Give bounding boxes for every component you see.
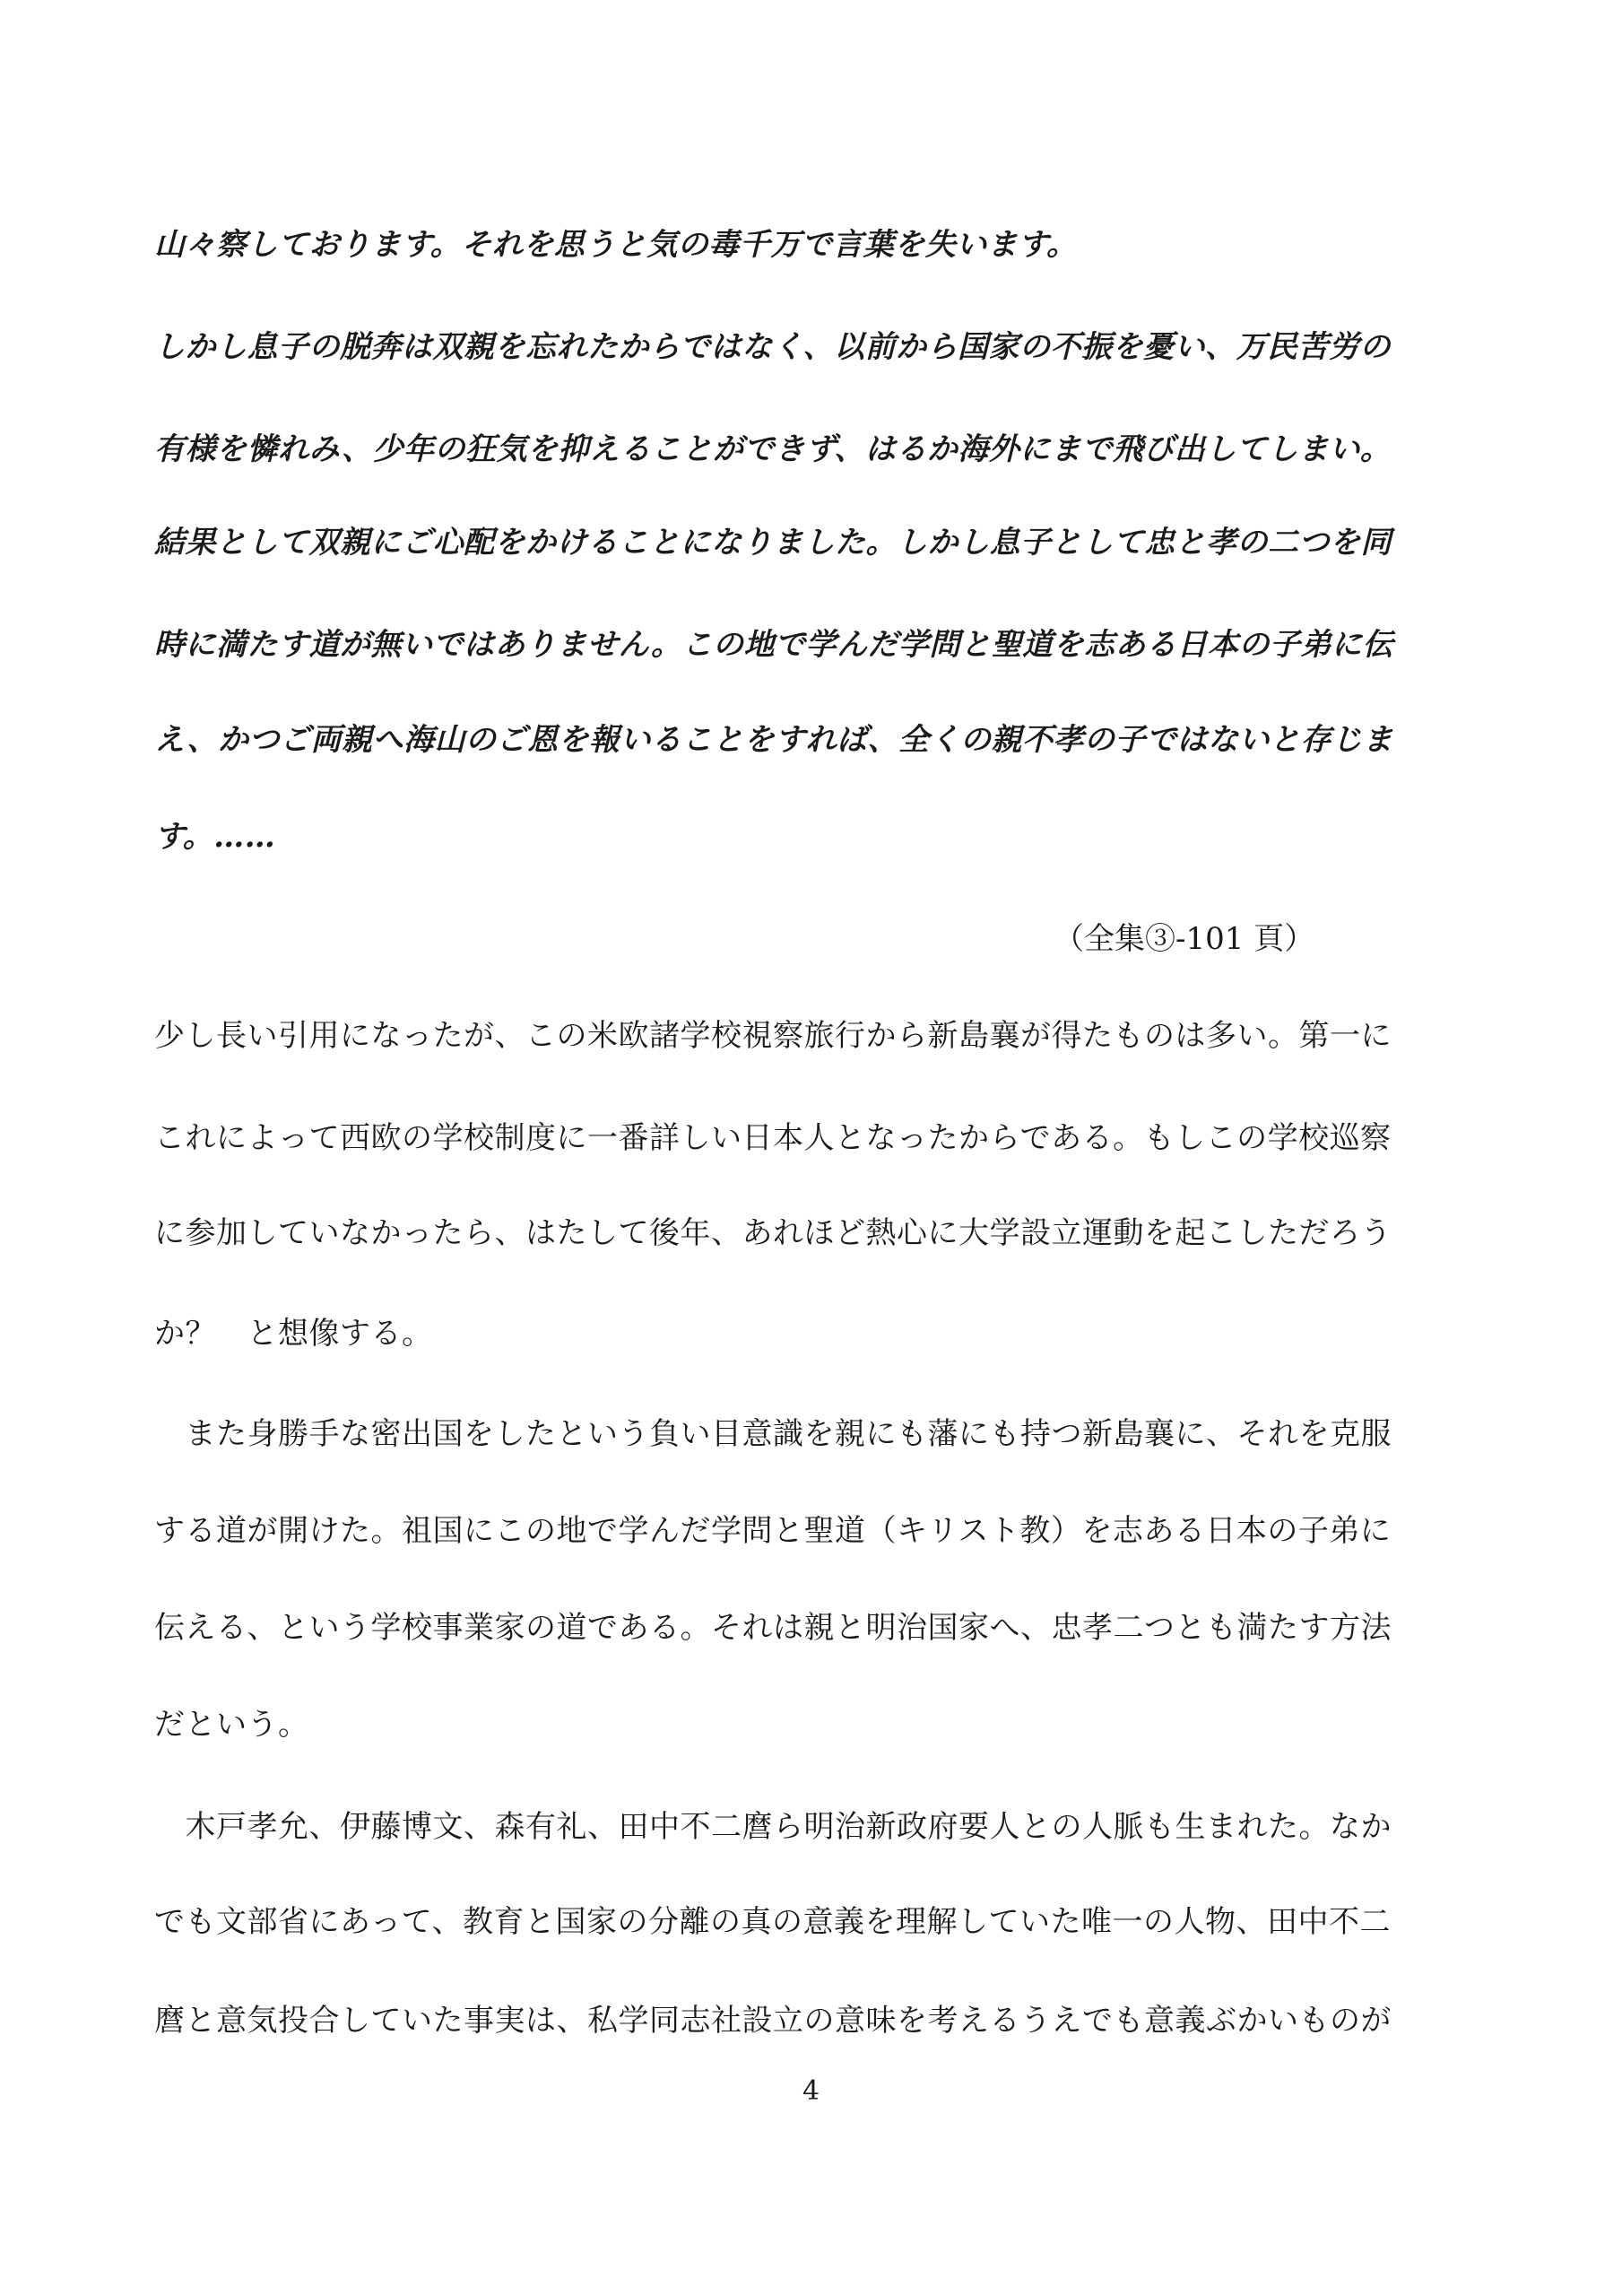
body-line: か？ と想像する。 [154,1316,433,1352]
page-number: 4 [802,2075,820,2107]
body-line: に参加していなかったら、はたして後年、あれほど熱心に大学設立運動を起こしただろう [154,1215,1392,1251]
body-line: でも文部省にあって、教育と国家の分離の真の意義を理解していた唯一の人物、田中不二 [154,1904,1391,1940]
body-line: 少し長い引用になったが、この米欧諸学校視察旅行から新島襄が得たものは多い。第一に [154,1018,1392,1054]
body-line: また身勝手な密出国をしたという負い目意識を親にも藩にも持つ新島襄に、それを克服 [154,1416,1392,1452]
quote-line: しかし息子の脱奔は双親を忘れたからではなく、以前から国家の不振を憂い、万民苦労の [154,329,1391,365]
quote-line: 有様を憐れみ、少年の狂気を抑えることができず、はるか海外にまで飛び出してしまい。 [154,431,1392,467]
body-line: 伝える、という学校事業家の道である。それは親と明治国家へ、忠孝二つとも満たす方法 [154,1610,1392,1646]
quote-line: 時に満たす道が無いではありません。この地で学んだ学問と聖道を志ある日本の子弟に伝 [154,627,1394,663]
quote-line: え、かつご両親へ海山のご恩を報いることをすれば、全くの親不孝の子ではないと存じま [154,722,1394,758]
body-line: する道が開けた。祖国にこの地で学んだ学問と聖道（キリスト教）を志ある日本の子弟に [154,1513,1392,1549]
body-line: 木戸孝允、伊藤博文、森有礼、田中不二麿ら明治新政府要人との人脈も生まれた。なか [154,1809,1392,1845]
body-line: これによって西欧の学校制度に一番詳しい日本人となったからである。もしこの学校巡察 [154,1120,1392,1156]
body-line: 麿と意気投合していた事実は、私学同志社設立の意味を考えるうえでも意義ぶかいものが [154,2003,1392,2039]
body-line: だという。 [154,1707,309,1743]
quote-line: す。…… [154,819,276,855]
quote-line: 山々察しております。それを思うと気の毒千万で言葉を失います。 [154,227,1078,263]
quote-citation: （全集③-101 頁） [1054,921,1315,957]
quote-line: 結果として双親にご心配をかけることになりました。しかし息子として忠と孝の二つを同 [154,525,1392,561]
